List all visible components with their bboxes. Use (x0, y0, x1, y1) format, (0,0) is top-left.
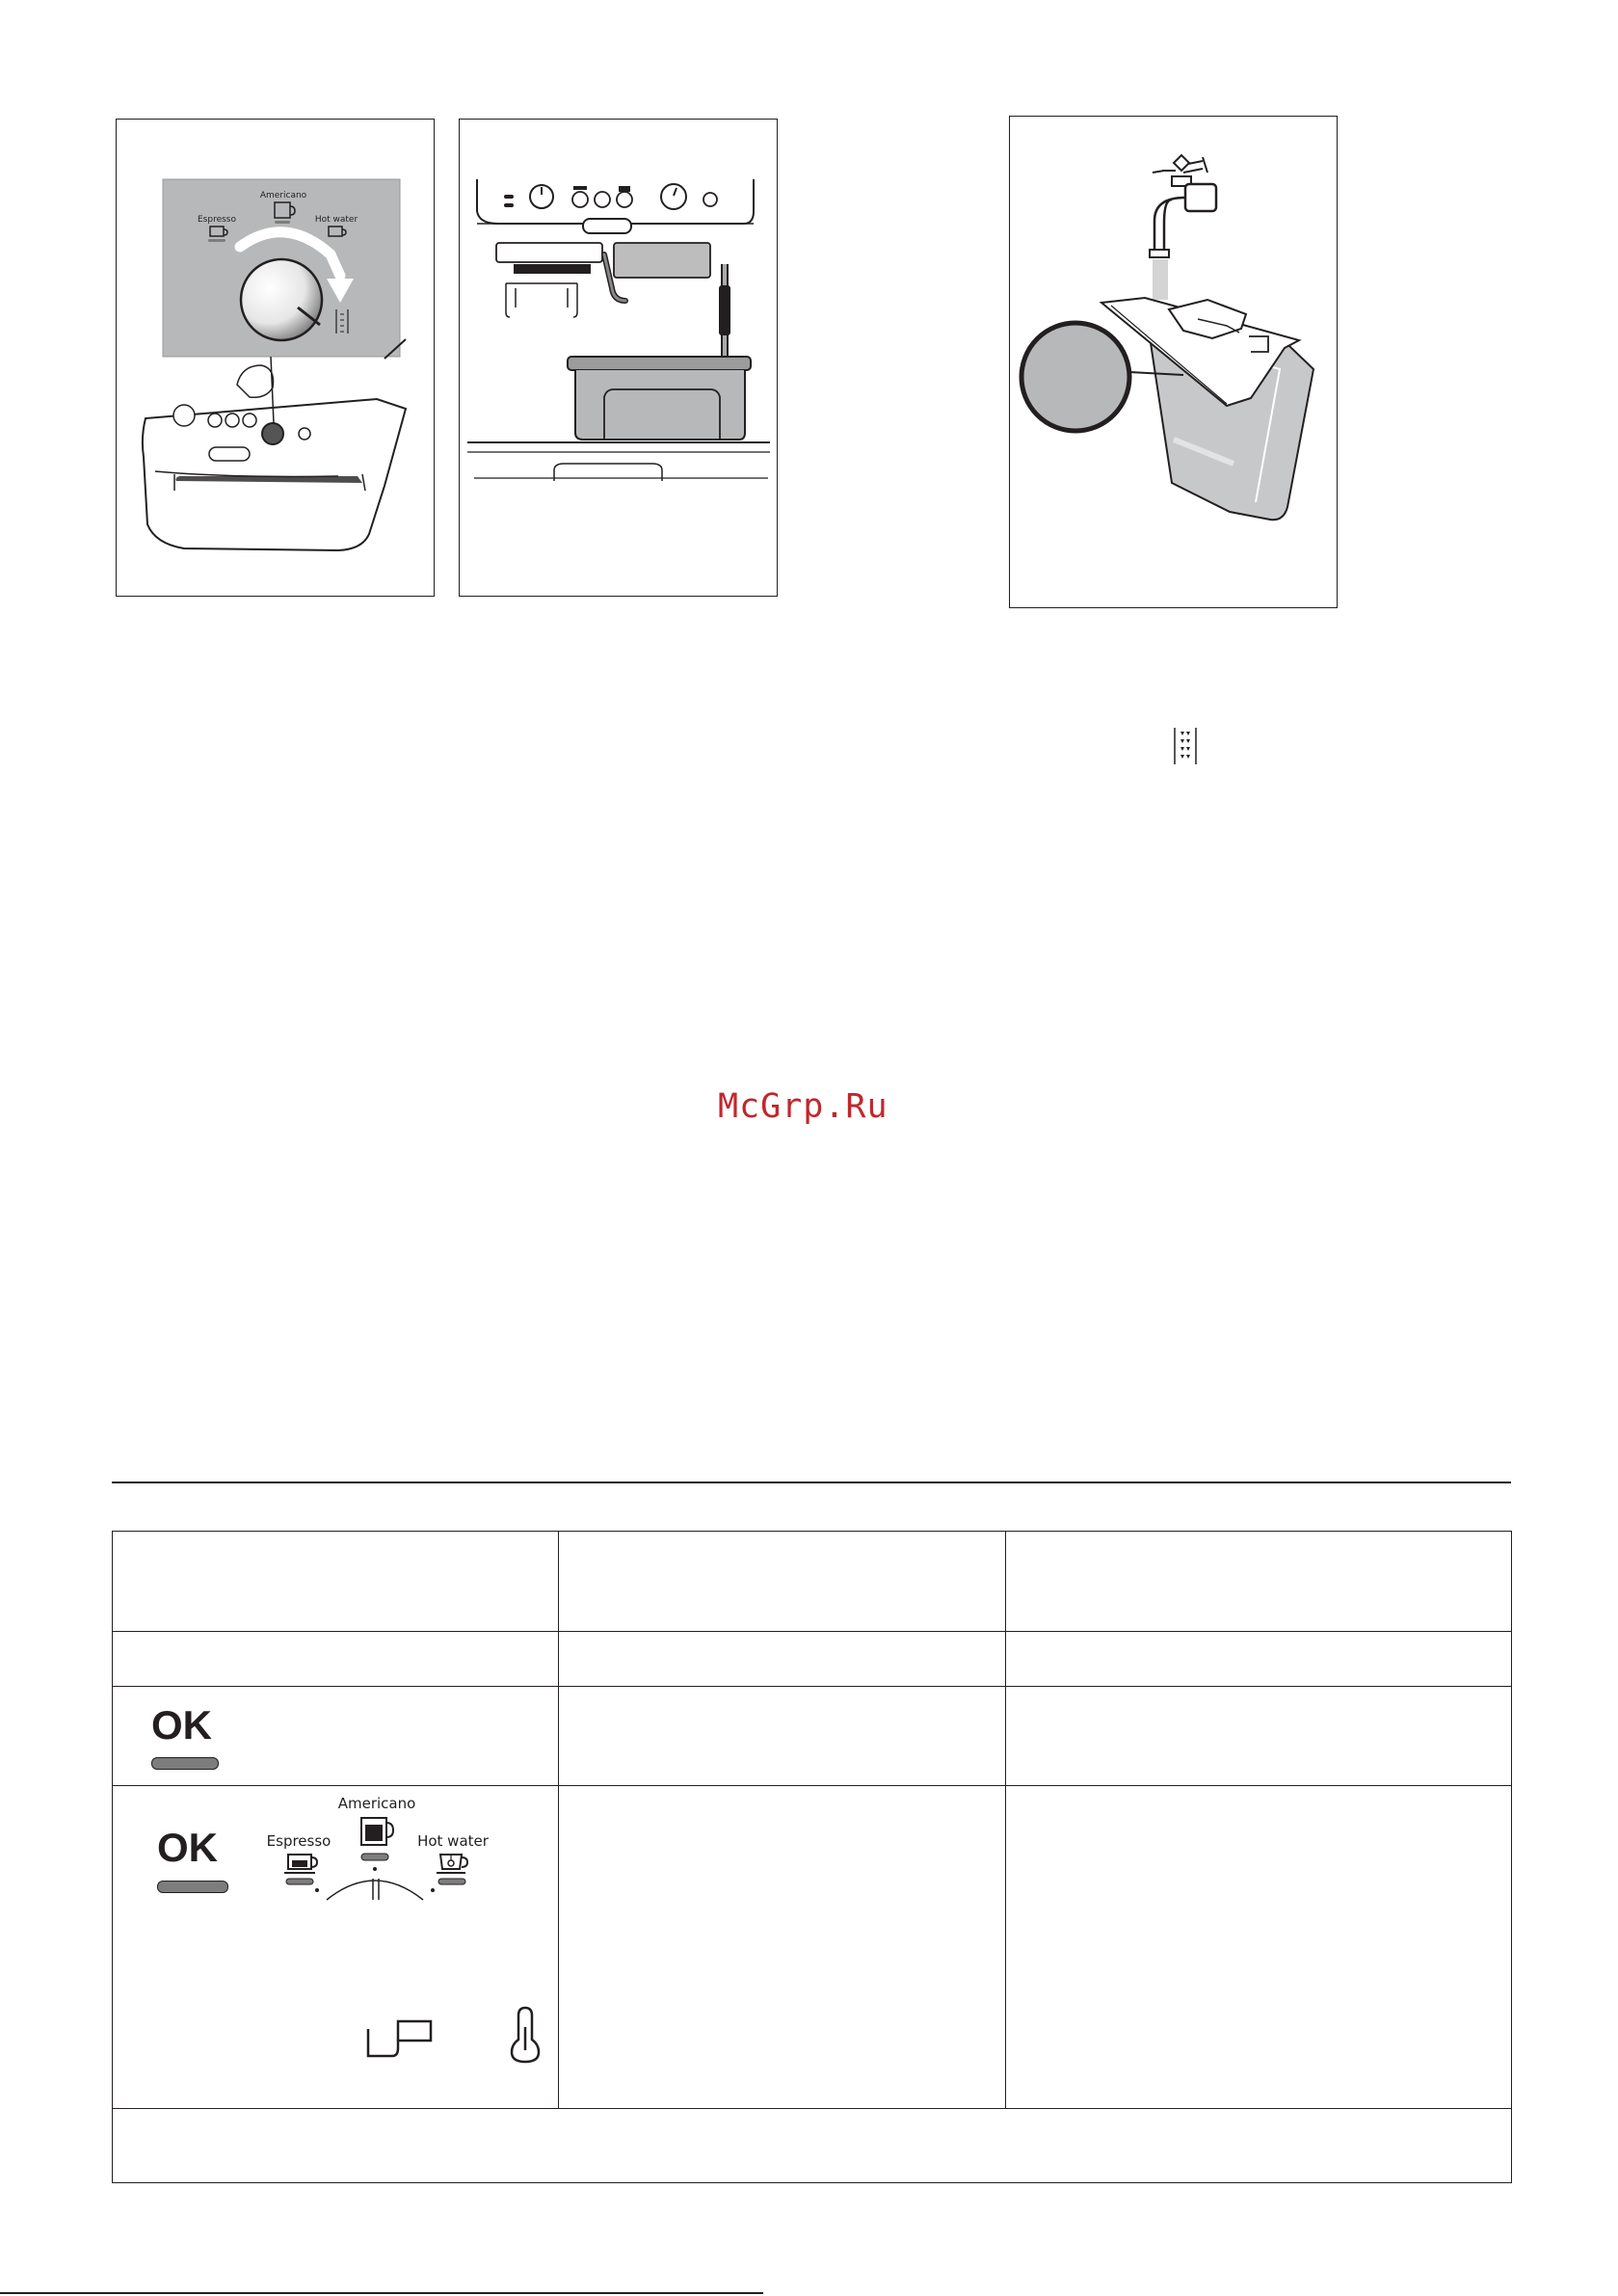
figure-selector-dial (116, 119, 435, 597)
table-cell (113, 1632, 559, 1687)
table-row (113, 1687, 1512, 1786)
beverage-selector-diagram (113, 1786, 559, 2109)
machine-front-illustration (460, 120, 779, 598)
table-header-row (113, 1532, 1512, 1632)
figure-machine-front (459, 119, 778, 597)
tap-icon (1150, 155, 1216, 257)
table-cell (559, 1632, 1006, 1687)
table-row (113, 1632, 1512, 1687)
section-divider (112, 1482, 1511, 1483)
table-cell (559, 1687, 1006, 1786)
thermometer-icon (512, 2008, 539, 2062)
figure-water-tank-filling (1009, 116, 1338, 608)
troubleshooting-table (112, 1531, 1512, 2183)
table-cell (1006, 1632, 1512, 1687)
ok-label: OK (151, 1702, 212, 1748)
table-cell (559, 1786, 1006, 2109)
table-header-cell (559, 1532, 1006, 1632)
table-footer-cell (113, 2109, 1512, 2183)
water-tank-illustration (1010, 117, 1339, 609)
footer-rule (0, 2292, 763, 2294)
selector-dial-illustration (117, 120, 436, 598)
table-cell (1006, 1687, 1512, 1786)
americano-cup-icon (361, 1818, 393, 1871)
label-espresso: Espresso (266, 1832, 332, 1850)
watermark: McGrp.Ru (718, 1087, 889, 1126)
table-header-cell (113, 1532, 559, 1632)
table-cell-ok-indicator (113, 1687, 559, 1786)
label-americano: Americano (337, 1795, 416, 1812)
callout-circle (1021, 323, 1129, 431)
table-row (113, 1786, 1512, 2109)
espresso-cup-icon (284, 1855, 319, 1892)
label-espresso: Espresso (197, 215, 237, 225)
table-cell (1006, 1786, 1512, 2109)
selector-knob (241, 259, 322, 340)
table-cell-control-panel (113, 1786, 559, 2109)
portafilter-icon (368, 2021, 431, 2056)
label-hot-water: Hot water (417, 1832, 489, 1850)
ok-indicator-light (151, 1757, 219, 1770)
ok-label-large: OK (157, 1825, 218, 1870)
label-hot-water: Hot water (314, 215, 358, 225)
hot-water-cup-icon (431, 1855, 467, 1892)
label-americano: Americano (259, 191, 307, 200)
table-footer-row (113, 2109, 1512, 2183)
table-header-cell (1006, 1532, 1512, 1632)
filter-icon (1173, 726, 1198, 766)
knob-icon (173, 405, 195, 426)
